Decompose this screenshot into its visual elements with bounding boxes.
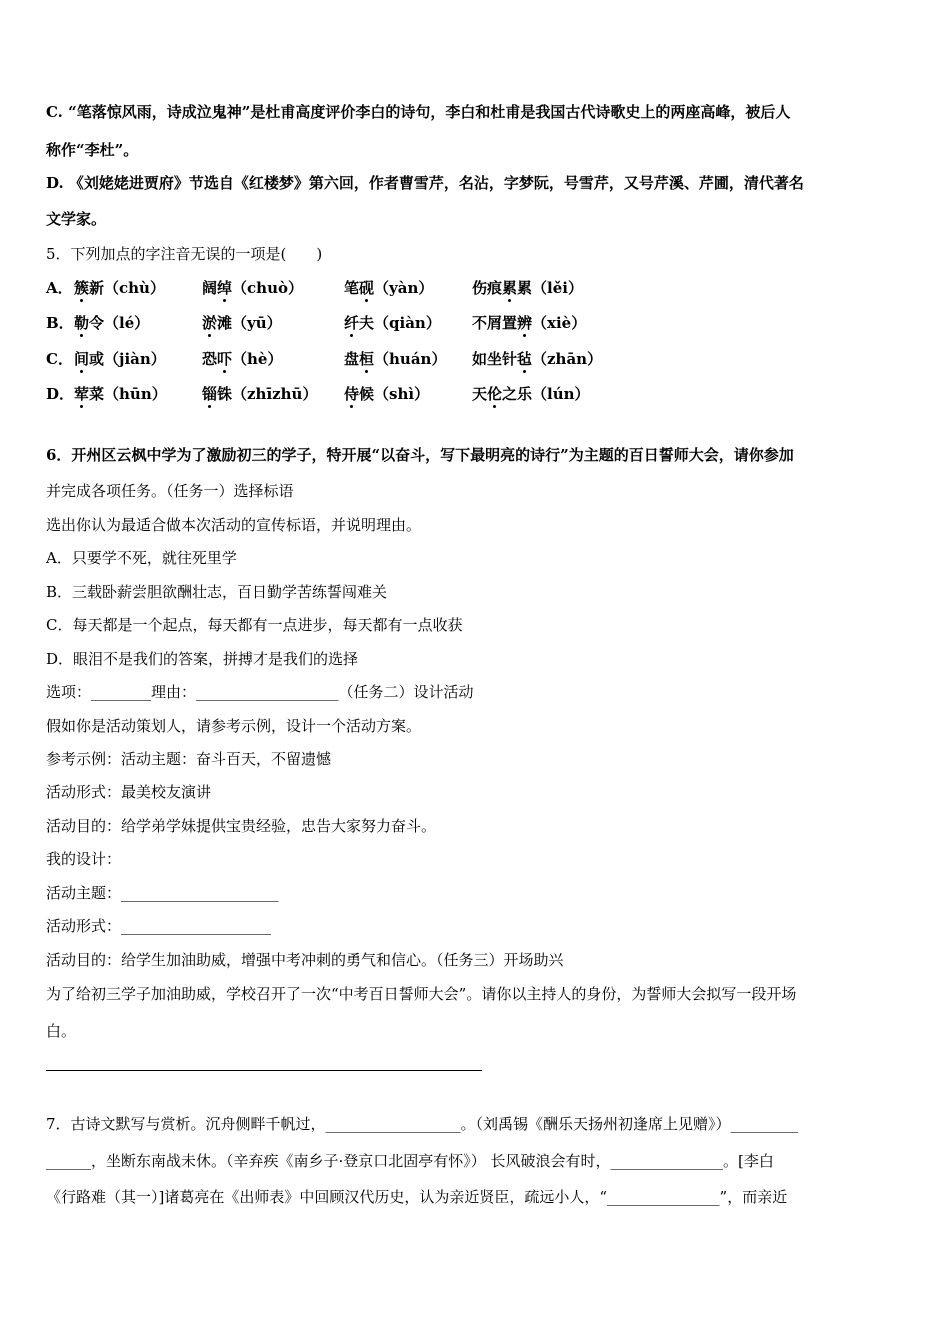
word-text: 阔 <box>202 279 218 297</box>
q4-option-c-line2: 称作“李杜”。 <box>46 141 139 159</box>
q4-option-c-line1: C. “笔落惊风雨，诗成泣鬼神”是杜甫高度评价李白的诗句，李白和杜甫是我国古代诗歌史上的两座高峰，被后人 <box>46 103 791 121</box>
q6-task3-line1: 为了给初三学子加油助威，学校召开了一次“中考百日誓师大会”。请你以主持人的身份，为誓师大会拟写一段开场 <box>46 985 797 1003</box>
q6-stem-line1: 6．开州区云枫中学为了激励初三的学子，特开展“以奋斗，写下最明亮的诗行”为主题的百日誓师大会，请你参加 <box>46 446 794 464</box>
q5-option-a-word-2 <box>202 278 303 298</box>
q6-example-theme: 参考示例：活动主题：奋斗百天，不留遗憾 <box>46 750 332 768</box>
word-pinyin: 累（lěi） <box>517 279 583 297</box>
emphasized-character: 吓 <box>217 350 233 368</box>
q5-option-d-word-2 <box>202 384 317 404</box>
q6-example-form: 活动形式：最美校友演讲 <box>46 783 212 801</box>
word-pinyin: 或（jiàn） <box>89 350 166 368</box>
word-text: 笔 <box>344 279 360 297</box>
answer-blank-rule <box>46 1070 482 1071</box>
word-text: 天 <box>472 385 488 403</box>
word-pinyin: 之乐（lún） <box>502 385 590 403</box>
word-text: 恐 <box>202 350 218 368</box>
q5-option-d-word-3 <box>344 384 429 404</box>
emphasized-character: 毡 <box>517 350 533 368</box>
word-pinyin: 滩（yū） <box>217 314 282 332</box>
word-text: 如坐针 <box>472 350 518 368</box>
word-pinyin: （yàn） <box>374 279 434 297</box>
emphasized-character: 辨 <box>517 314 533 332</box>
emphasized-character: 淤 <box>202 314 218 332</box>
emphasized-character: 间 <box>74 350 90 368</box>
q7-line1: 7．古诗文默写与赏析。沉舟侧畔千帆过，__________________。（刘禹锡《酬乐天扬州初逢席上见赠》）_________ <box>46 1115 799 1133</box>
q4-option-d-line2: 文学家。 <box>46 210 107 228</box>
q7-line3: 《行路难（其一）]诸葛亮在《出师表》中回顾汉代历史，认为亲近贤臣，疏远小人，“_______________”，而亲近 <box>46 1188 788 1206</box>
q5-option-a-word-3 <box>344 278 433 298</box>
q6-option-a: A．只要学不死，就往死里学 <box>46 549 237 567</box>
emphasized-character: 荤 <box>74 385 90 403</box>
q5-option-b-word-3 <box>344 313 441 333</box>
q6-example-goal: 活动目的：给学弟学妹提供宝贵经验，忠告大家努力奋斗。 <box>46 817 437 835</box>
q5-option-b-word-2 <box>202 313 282 333</box>
q5-option-a-label: A． <box>46 279 73 297</box>
q5-option-c-word-2 <box>202 349 282 369</box>
q5-option-c-label: C． <box>46 350 73 368</box>
emphasized-character: 侍 <box>344 385 360 403</box>
word-pinyin: （hè） <box>232 350 283 368</box>
q6-option-d: D．眼泪不是我们的答案，拼搏才是我们的选择 <box>46 650 359 668</box>
q5-option-d-word-1 <box>74 384 167 404</box>
q6-plan-intro: 假如你是活动策划人，请参考示例，设计一个活动方案。 <box>46 717 422 735</box>
q4-option-d-line1: D. 《刘姥姥进贾府》节选自《红楼梦》第六回，作者曹雪芹，名沾，字梦阮，号雪芹，又号芹溪、芹圃，清代著名 <box>46 174 804 192</box>
emphasized-character: 伦 <box>487 385 503 403</box>
emphasized-character: 锱 <box>202 385 218 403</box>
q6-instruction: 选出你认为最适合做本次活动的宣传标语，并说明理由。 <box>46 516 422 534</box>
q6-my-design: 我的设计： <box>46 850 122 868</box>
q5-option-c-word-3 <box>344 349 446 369</box>
q6-answer-line: 选项：________理由：___________________（任务二）设计活动 <box>46 683 474 701</box>
emphasized-character: 桓 <box>359 350 375 368</box>
q5-option-d-word-4 <box>472 384 590 404</box>
q5-option-b-word-4 <box>472 313 586 333</box>
q5-option-c-word-4 <box>472 349 602 369</box>
word-pinyin: （chuò） <box>232 279 303 297</box>
q5-option-a-word-4 <box>472 278 583 298</box>
word-text: 盘 <box>344 350 360 368</box>
q5-option-b-word-1 <box>74 313 149 333</box>
word-pinyin: 候（shì） <box>359 385 430 403</box>
word-pinyin: （huán） <box>374 350 447 368</box>
emphasized-character: 纤 <box>344 314 360 332</box>
q7-line2: ______，坐断东南战未休。（辛弃疾《南乡子·登京口北固亭有怀》） 长风破浪会有时，_______________。[李白 <box>46 1152 774 1170</box>
emphasized-character: 砚 <box>359 279 375 297</box>
word-pinyin: 新（chù） <box>89 279 165 297</box>
q6-option-c: C．每天都是一个起点，每天都有一点进步，每天都有一点收获 <box>46 616 463 634</box>
emphasized-character: 累 <box>502 279 518 297</box>
emphasized-character: 绰 <box>217 279 233 297</box>
q6-task3-line2: 白。 <box>46 1022 77 1040</box>
word-pinyin: 夫（qiàn） <box>359 314 441 332</box>
q5-option-a-word-1 <box>74 278 165 298</box>
word-pinyin: 菜（hūn） <box>89 385 167 403</box>
word-pinyin: （zhān） <box>532 350 603 368</box>
emphasized-character: 簇 <box>74 279 90 297</box>
emphasized-character: 勒 <box>74 314 90 332</box>
q6-my-form: 活动形式：____________________ <box>46 917 272 935</box>
q5-option-b-label: B． <box>46 314 74 332</box>
q6-option-b: B．三载卧薪尝胆欲酬壮志，百日勤学苦练誓闯难关 <box>46 583 388 601</box>
q5-option-d-label: D． <box>46 385 75 403</box>
word-text: 不屑置 <box>472 314 518 332</box>
q5-option-c-word-1 <box>74 349 166 369</box>
q6-my-theme: 活动主题：_____________________ <box>46 884 279 902</box>
word-text: 伤痕 <box>472 279 503 297</box>
q6-my-goal: 活动目的：给学生加油助威，增强中考冲刺的勇气和信心。（任务三）开场助兴 <box>46 951 564 969</box>
q6-stem-line2: 并完成各项任务。（任务一）选择标语 <box>46 482 294 500</box>
q5-stem: 5．下列加点的字注音无误的一项是( ) <box>46 245 323 263</box>
word-pinyin: 令（lé） <box>89 314 150 332</box>
word-pinyin: （xiè） <box>532 314 587 332</box>
word-pinyin: 铢（zhīzhū） <box>217 385 318 403</box>
